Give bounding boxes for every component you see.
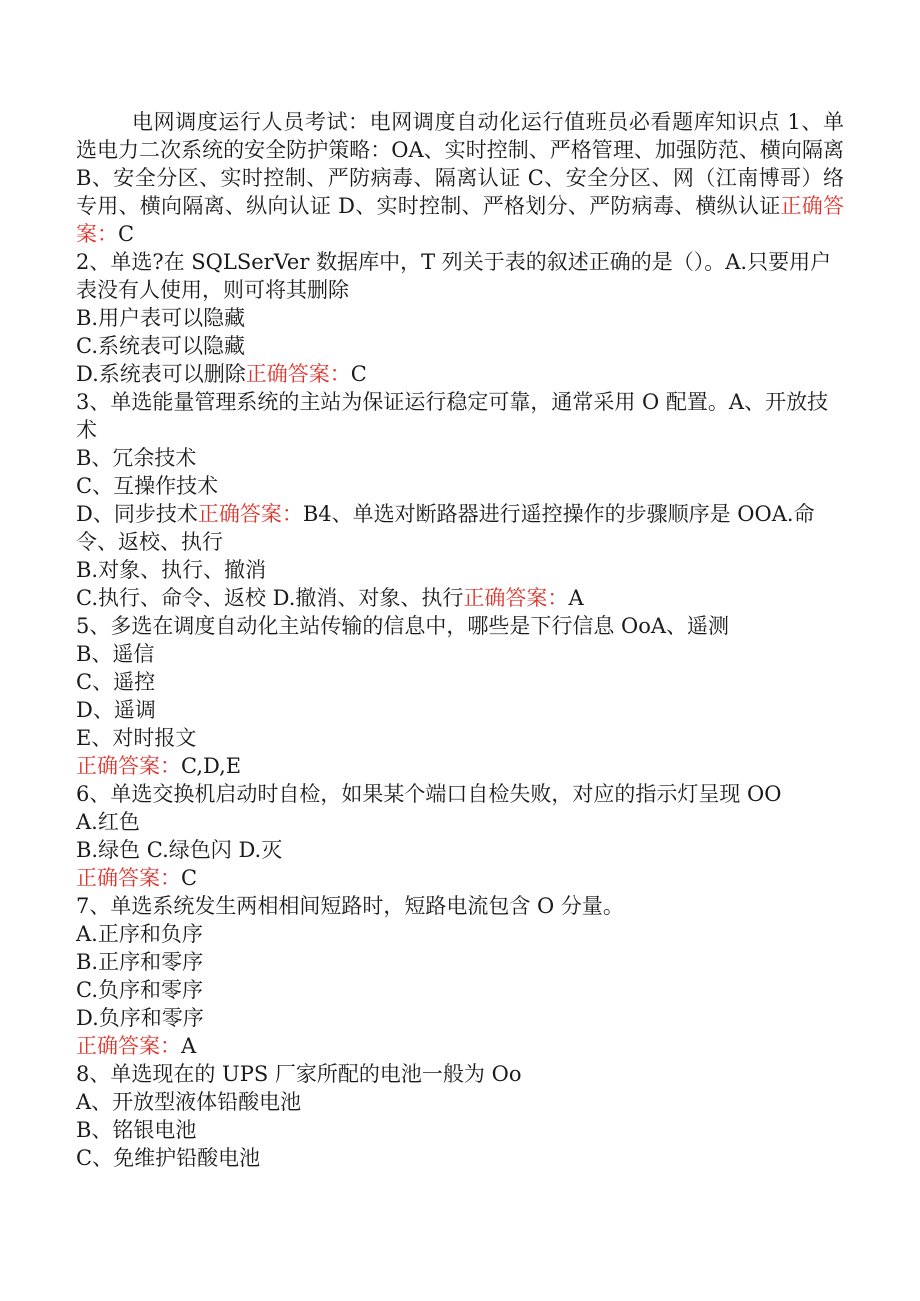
question-line [76, 640, 844, 668]
text-segment: B、冗余技术 [76, 446, 197, 470]
answer-label: 正确答案： [76, 754, 181, 778]
question-line [76, 976, 844, 1004]
text-segment: B、遥信 [76, 642, 155, 666]
text-segment: D、同步技术 [76, 502, 198, 526]
question-line [76, 1088, 844, 1116]
question-line [76, 836, 844, 864]
text-segment: 8、单选现在的 UPS 厂家所配的电池一般为 Oo [76, 1062, 522, 1086]
question-line [76, 360, 844, 388]
question-line [76, 304, 844, 332]
question-line [76, 556, 844, 584]
question-line [76, 724, 844, 752]
intro-paragraph [76, 108, 844, 248]
question-line [76, 1060, 844, 1088]
text-segment: D、遥调 [76, 698, 156, 722]
text-segment: D.系统表可以删除 [76, 362, 246, 386]
text-segment: C、互操作技术 [76, 474, 219, 498]
text-segment: 电网调度运行人员考试：电网调度自动化运行值班员必看题库知识点 1、单选电力二次系统的安全防护策略：OA、实时控制、严格管理、加强防范、横向隔离 B、安全分区、实时控制、严防病毒、隔离认证 C、安全分区、网（江南博哥）络专用、横向隔离、纵向认证 D、实时控制、严格划分、严防病毒、横纵认证 [76, 110, 844, 218]
text-segment: A、开放型液体铅酸电池 [76, 1090, 302, 1114]
text-segment: E、对时报文 [76, 726, 197, 750]
text-segment: C、免维护铅酸电池 [76, 1146, 261, 1170]
text-segment: B4、单选对断路器进行遥控操作的步骤顺序是 OOA.命令、返校、执行 [76, 502, 815, 554]
text-segment: 5、多选在调度自动化主站传输的信息中，哪些是下行信息 OoA、遥测 [76, 614, 730, 638]
text-segment: B.用户表可以隐藏 [76, 306, 246, 330]
text-segment: C.执行、命令、返校 D.撤消、对象、执行 [76, 586, 464, 610]
question-line [76, 1032, 844, 1060]
question-line [76, 920, 844, 948]
text-segment: B、铭银电池 [76, 1118, 197, 1142]
text-segment: 6、单选交换机启动时自检，如果某个端口自检失败，对应的指示灯呈现 OO [76, 782, 782, 806]
question-line [76, 500, 844, 556]
question-line [76, 1004, 844, 1032]
question-line [76, 472, 844, 500]
text-segment: 7、单选系统发生两相相间短路时，短路电流包含 O 分量。 [76, 894, 624, 918]
text-segment: C [350, 362, 367, 386]
answer-label: 正确答案： [76, 866, 181, 890]
question-line [76, 808, 844, 836]
question-line [76, 332, 844, 360]
text-segment: C [181, 866, 198, 890]
text-segment: B.对象、执行、撤消 [76, 558, 267, 582]
text-segment: C.负序和零序 [76, 978, 203, 1002]
answer-label: 正确答案： [76, 194, 844, 246]
question-line [76, 584, 844, 612]
question-line [76, 752, 844, 780]
text-segment: 3、单选能量管理系统的主站为保证运行稳定可靠，通常采用 O 配置。A、开放技术 [76, 390, 829, 442]
question-line [76, 612, 844, 640]
question-line [76, 780, 844, 808]
text-segment: A [568, 586, 584, 610]
text-segment: A.红色 [76, 810, 140, 834]
question-line [76, 444, 844, 472]
text-segment: D.负序和零序 [76, 1006, 204, 1030]
question-line [76, 1144, 844, 1172]
document-page [76, 108, 844, 1172]
answer-label: 正确答案： [245, 362, 351, 386]
answer-label: 正确答案： [463, 586, 569, 610]
text-segment: C [118, 222, 135, 246]
question-line [76, 864, 844, 892]
text-segment: B.正序和零序 [76, 950, 204, 974]
text-segment: C.系统表可以隐藏 [76, 334, 245, 358]
question-line [76, 948, 844, 976]
text-segment: 2、单选?在 SQLSerVer 数据库中，T 列关于表的叙述正确的是（）。A.只要用户表没有人使用，则可将其删除 [76, 250, 832, 302]
question-line [76, 248, 844, 304]
question-line [76, 892, 844, 920]
text-segment: A.正序和负序 [76, 922, 203, 946]
text-segment: A [181, 1034, 197, 1058]
question-line [76, 696, 844, 724]
text-segment: C,D,E [181, 754, 242, 778]
text-segment: C、遥控 [76, 670, 156, 694]
question-line [76, 1116, 844, 1144]
text-segment: B.绿色 C.绿色闪 D.灭 [76, 838, 283, 862]
answer-label: 正确答案： [197, 502, 303, 526]
question-line [76, 668, 844, 696]
answer-label: 正确答案： [76, 1034, 181, 1058]
question-line [76, 388, 844, 444]
